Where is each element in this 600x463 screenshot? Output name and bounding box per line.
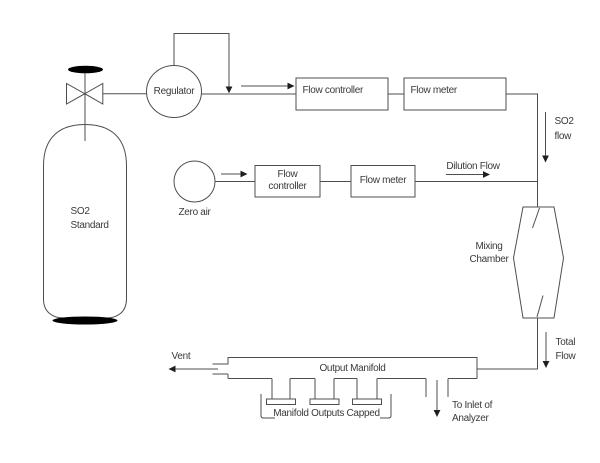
output-manifold-label: Output Manifold — [319, 362, 386, 374]
bypass-arrowhead-icon — [226, 87, 233, 94]
manifold-outputs-capped-label: Manifold Outputs Capped — [273, 408, 380, 419]
pipe-mixing-manifold — [477, 318, 538, 369]
arrowhead-icon — [434, 410, 441, 417]
arrowhead-icon — [241, 171, 248, 178]
arrowhead-icon — [542, 156, 549, 163]
flow-direction-arrow-1 — [241, 83, 295, 90]
regulator-label: Regulator — [153, 85, 195, 97]
cylinder-label-line2: Standard — [70, 220, 109, 231]
vent-label: Vent — [171, 350, 191, 362]
output-cap — [310, 399, 339, 405]
capped-output-2 — [310, 379, 339, 405]
flow-meter-1-label: Flow meter — [410, 84, 457, 96]
valve-icon — [67, 84, 85, 105]
analyzer-outlet — [426, 379, 448, 418]
flow-controller-1-label: Flow controller — [302, 84, 364, 96]
to-inlet-of-analyzer-label: To Inlet of Analyzer — [452, 399, 493, 424]
vent-arrow — [169, 366, 219, 373]
regulator-bypass-line — [174, 34, 229, 88]
zero-air-circle — [174, 161, 215, 202]
pipe-fm1-mixing — [506, 94, 538, 207]
chamber-inlet-tube — [533, 208, 540, 228]
cylinder-label-line1: SO2 — [70, 205, 90, 217]
cylinder-label — [71, 205, 109, 234]
cylinder-valve — [67, 66, 104, 141]
arrowhead-icon — [169, 366, 176, 373]
output-cap — [267, 399, 296, 405]
total-flow-label: Total Flow — [555, 336, 576, 362]
arrowhead-icon — [483, 171, 490, 178]
dilution-flow-arrow — [446, 171, 490, 178]
arrowhead-icon — [543, 361, 550, 368]
flow-controller-2-label: Flow controller — [268, 169, 307, 192]
so2-flow-label: SO2 flow — [554, 116, 574, 142]
mixing-chamber-label: Mixing Chamber — [469, 241, 509, 265]
cylinder-base-shadow — [53, 317, 118, 325]
total-flow-arrow — [543, 332, 550, 368]
flow-meter-2-label: Flow meter — [359, 174, 407, 186]
chamber-outlet-tube — [537, 296, 543, 318]
so2-flow-arrow — [542, 112, 549, 163]
arrowhead-icon — [288, 83, 295, 90]
valve-icon — [85, 84, 103, 105]
zero-air-label: Zero air — [178, 206, 211, 218]
dilution-flow-label: Dilution Flow — [446, 160, 500, 172]
output-cap — [353, 399, 382, 405]
capped-output-3 — [353, 379, 382, 405]
valve-handle-icon — [68, 66, 103, 74]
flow-direction-arrow-2 — [221, 171, 248, 178]
capped-output-1 — [267, 379, 296, 405]
